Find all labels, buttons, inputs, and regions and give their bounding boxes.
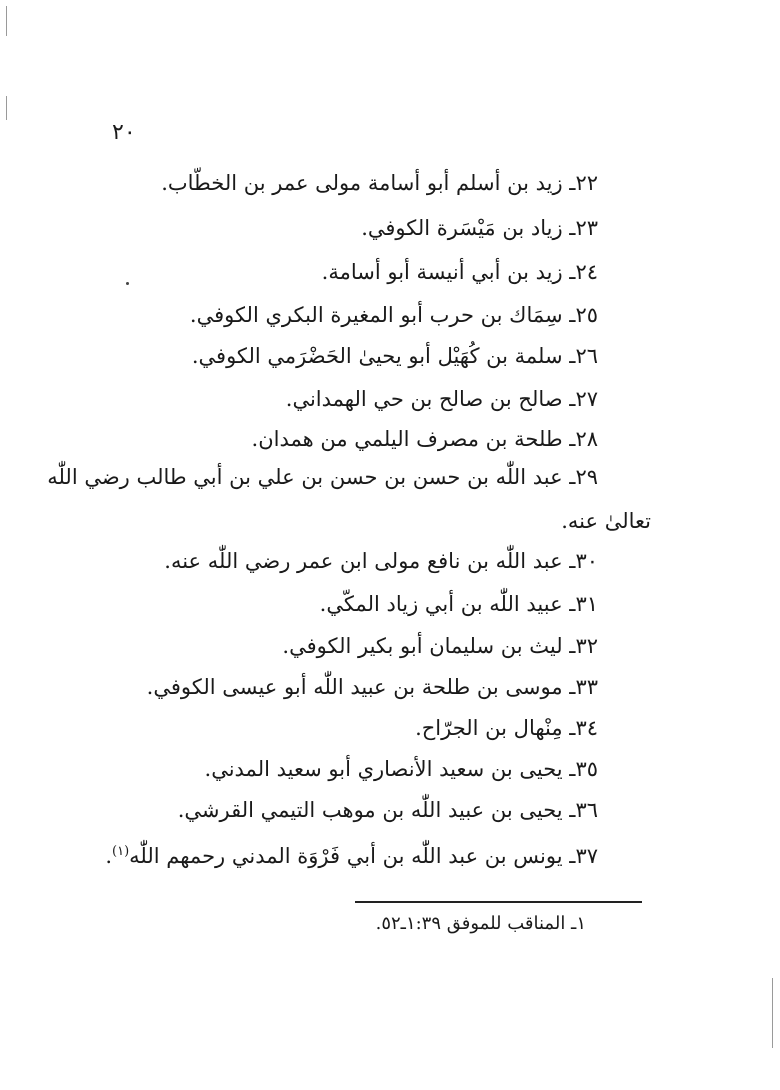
footnote-separator [355, 901, 642, 903]
page-edge-mark-left [6, 96, 7, 120]
footnote-reference: (١) [112, 844, 130, 859]
page-edge-mark-top-left [6, 6, 7, 36]
entry-22: ٢٢ـ زيد بن أسلم أبو أسامة مولى عمر بن الخطّاب. [161, 171, 598, 195]
stray-dot [126, 282, 129, 285]
entry-25: ٢٥ـ سِمَاك بن حرب أبو المغيرة البكري الكوفي. [189, 303, 598, 327]
entry-28: ٢٨ـ طلحة بن مصرف اليلمي من همدان. [251, 427, 598, 451]
entry-37 [105, 837, 598, 871]
entry-31: ٣١ـ عبيد اللّٰه بن أبي زياد المكّي. [319, 592, 598, 616]
page-number: ٢٠ [112, 120, 136, 145]
entry-37-end: . [105, 844, 113, 868]
entry-29: ٢٩ـ عبد اللّٰه بن حسن بن حسن بن علي بن أبي طالب رضي اللّٰه [47, 465, 598, 489]
entry-23: ٢٣ـ زياد بن مَيْسَرة الكوفي. [361, 216, 598, 240]
entry-26: ٢٦ـ سلمة بن كُهَيْل أبو يحيىٰ الحَضْرَمي الكوفي. [191, 344, 598, 368]
entry-27: ٢٧ـ صالح بن صالح بن حي الهمداني. [285, 387, 598, 411]
entry-34: ٣٤ـ مِنْهال بن الجرّاح. [415, 716, 598, 740]
entry-24: ٢٤ـ زيد بن أبي أنيسة أبو أسامة. [321, 260, 598, 284]
entry-29-continuation: تعالىٰ عنه. [561, 509, 651, 533]
entry-37-text: ٣٧ـ يونس بن عبد اللّٰه بن أبي فَرْوَة المدني رحمهم اللّٰه [129, 844, 598, 868]
entry-33: ٣٣ـ موسى بن طلحة بن عبيد اللّٰه أبو عيسى الكوفي. [146, 675, 598, 699]
entry-35: ٣٥ـ يحيى بن سعيد الأنصاري أبو سعيد المدني. [204, 757, 598, 781]
entry-36: ٣٦ـ يحيى بن عبيد اللّٰه بن موهب التيمي القرشي. [177, 798, 598, 822]
entry-30: ٣٠ـ عبد اللّٰه بن نافع مولى ابن عمر رضي اللّٰه عنه. [164, 549, 598, 573]
footnote: ١ـ المناقب للموفق ١:٣٩ـ٥٢. [375, 913, 586, 934]
page-edge-mark-bottom-right [772, 978, 773, 1048]
entry-32: ٣٢ـ ليث بن سليمان أبو بكير الكوفي. [282, 634, 598, 658]
